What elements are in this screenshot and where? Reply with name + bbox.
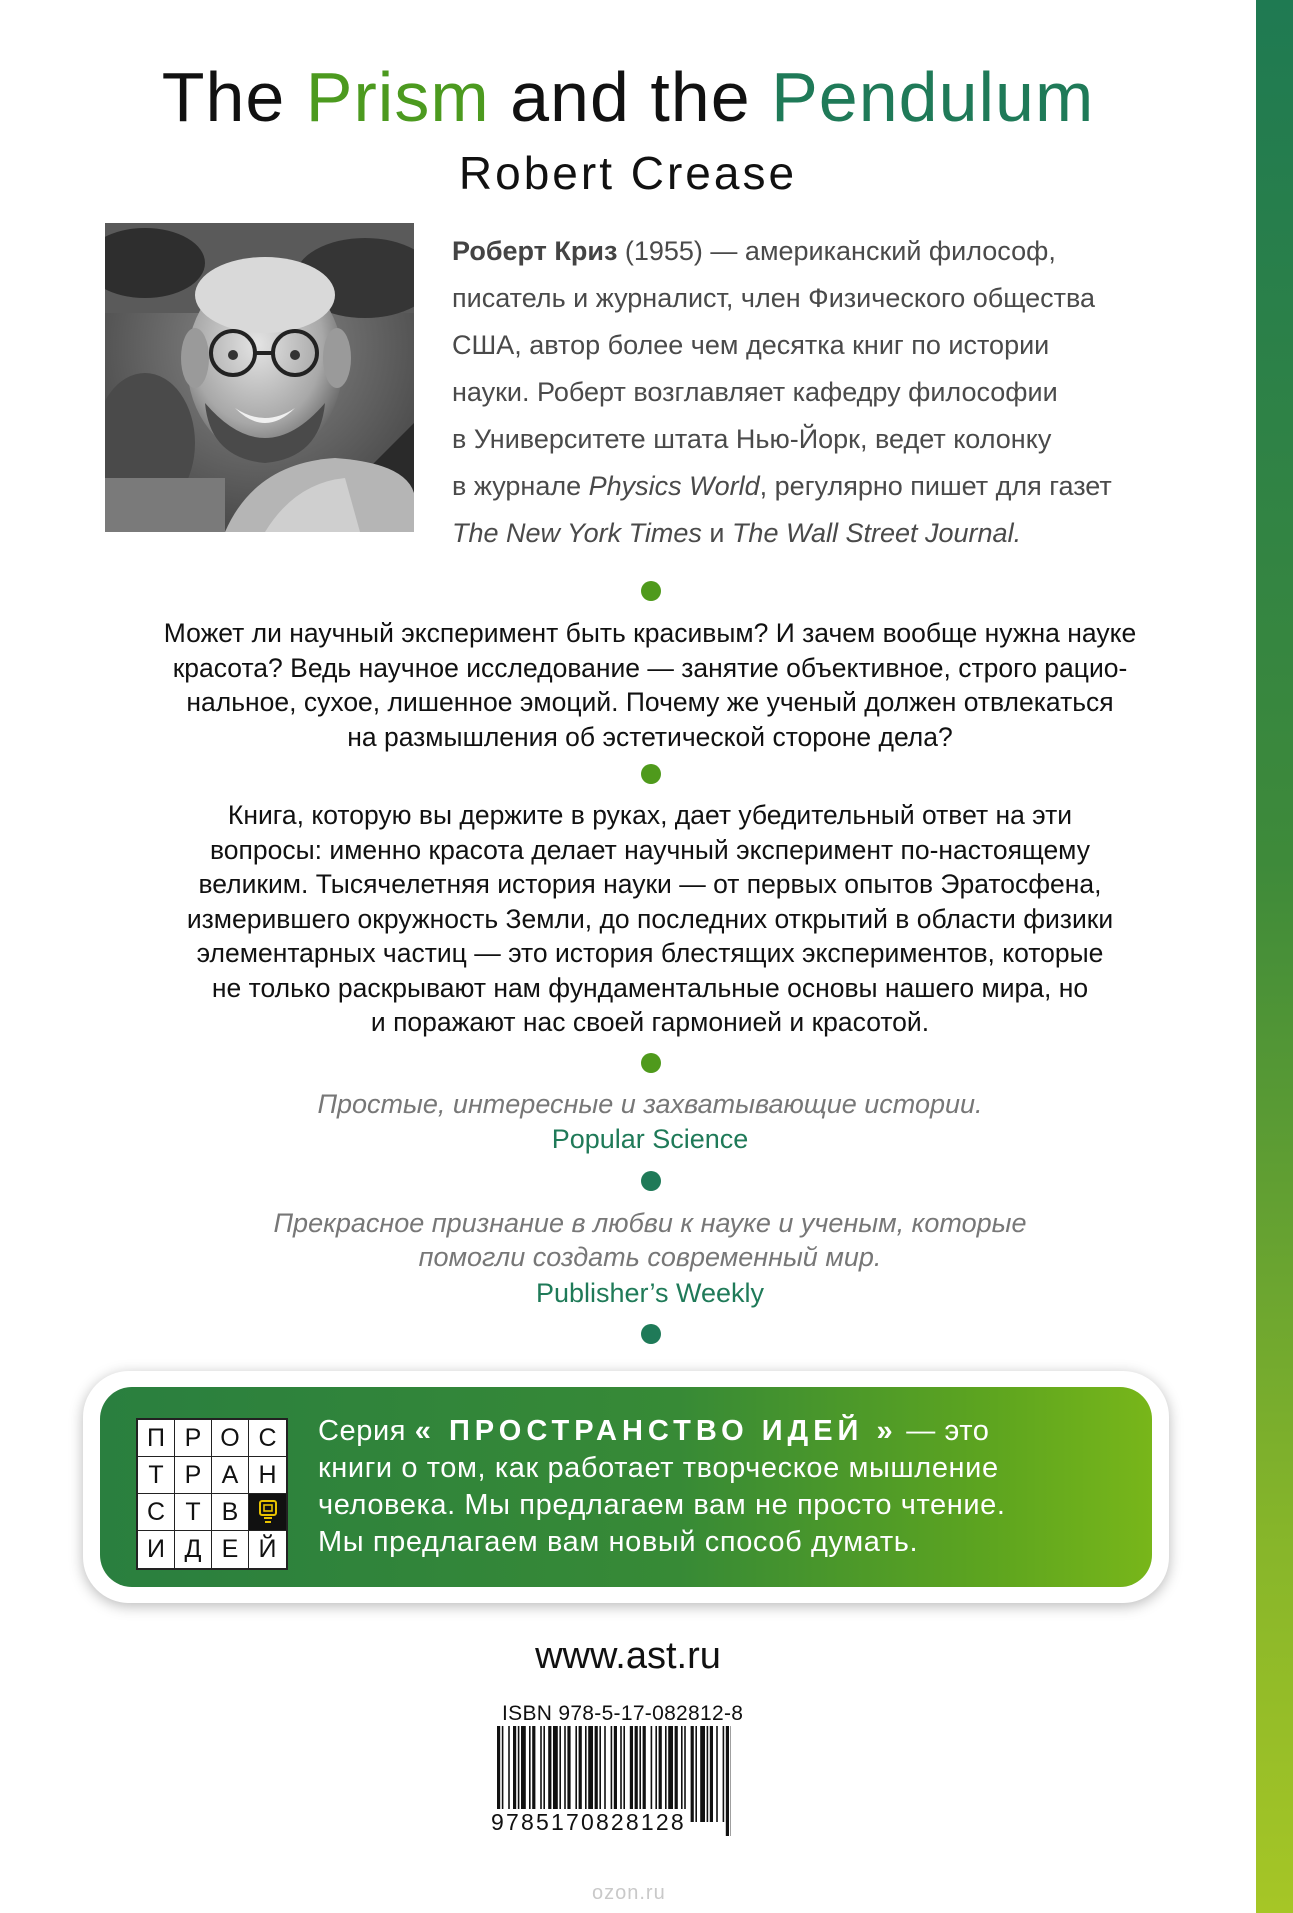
paragraph2-line: вопросы: именно красота делает научный эксперимент по-настоящему — [210, 834, 1090, 865]
title-prism: Prism — [305, 58, 490, 136]
separator-dot — [641, 1324, 661, 1344]
quote-2-source: Publisher’s Weekly — [535, 1278, 765, 1308]
logo-letter: Т — [175, 1494, 212, 1531]
bio-physics-world: Physics World — [588, 471, 760, 501]
bio-nyt: The New York Times — [452, 518, 702, 548]
bio-line-1 — [452, 228, 1242, 275]
paragraph2-line: великим. Тысячелетняя история науки — от первых опытов Эратосфена, — [198, 869, 1102, 899]
lightbulb-icon — [249, 1494, 286, 1531]
logo-letter: С — [249, 1420, 286, 1457]
publisher-website: www.ast.ru — [535, 1635, 721, 1677]
logo-letter: С — [138, 1494, 175, 1531]
series-line-3: человека. Мы предлагаем вам не просто чтение. — [318, 1489, 1006, 1521]
bio-line-2: писатель и журналист, член Физического общества — [452, 283, 1096, 313]
bio-author-name: Роберт Криз — [452, 236, 618, 266]
author-bio — [452, 228, 1242, 557]
separator-dot — [641, 764, 661, 784]
series-line-2: книги о том, как работает творческое мышление — [318, 1452, 999, 1484]
logo-letter: И — [138, 1531, 175, 1568]
series-line-4: Мы предлагаем вам новый способ думать. — [318, 1526, 919, 1558]
title-pendulum: Pendulum — [771, 58, 1095, 136]
book-title — [0, 58, 1256, 136]
barcode-number: 9785170828128 — [491, 1809, 686, 1835]
logo-letter: Р — [175, 1457, 212, 1494]
series-post: — это — [897, 1415, 990, 1447]
paragraph1-line: нальное, сухое, лишенное эмоций. Почему же ученый должен отвлекаться — [186, 687, 1114, 717]
series-description — [318, 1413, 1138, 1561]
separator-dot — [641, 581, 661, 601]
logo-letter: Е — [212, 1531, 249, 1568]
author-name: Robert Crease — [458, 147, 798, 199]
paragraph2-line: и поражают нас своей гармонией и красотой. — [370, 1007, 930, 1037]
bio-line-6-pre: в журнале — [452, 471, 589, 501]
author-portrait-image — [105, 223, 414, 532]
quote-1-text: Простые, интересные и захватывающие истории. — [317, 1089, 983, 1119]
separator-dot — [641, 1053, 661, 1073]
logo-letter: Т — [138, 1457, 175, 1494]
quote-2-text — [90, 1206, 1210, 1274]
paragraph1-line: Может ли научный эксперимент быть красивым? И зачем вообще нужна науке — [163, 618, 1137, 648]
title-and-the: and the — [489, 58, 772, 136]
bio-line-5: в Университете штата Нью-Йорк, ведет колонку — [452, 424, 1052, 454]
paragraph2-line: измерившего окружность Земли, до последних открытий в области физики — [186, 903, 1114, 934]
author-photo — [105, 223, 414, 532]
series-logo — [136, 1418, 288, 1570]
paragraph2-line: не только раскрывают нам фундаментальные основы нашего мира, но — [211, 972, 1089, 1003]
separator-dot — [641, 1171, 661, 1191]
bio-line-3: США, автор более чем десятка книг по истории — [452, 330, 1050, 360]
isbn-label: ISBN 978-5-17-082812-8 — [502, 1702, 744, 1725]
logo-letter: П — [138, 1420, 175, 1457]
bio-line-1-text: (1955) — американский философ, — [617, 236, 1056, 266]
bio-wsj: The Wall Street Journal. — [731, 518, 1022, 548]
series-pre: Серия — [318, 1415, 415, 1447]
series-name: « ПРОСТРАНСТВО ИДЕЙ » — [414, 1415, 898, 1447]
paragraph1-line: на размышления об эстетической стороне дела? — [347, 721, 953, 752]
logo-letter: Р — [175, 1420, 212, 1457]
bio-line-6 — [452, 463, 1242, 510]
description-paragraph-1 — [90, 616, 1210, 754]
logo-letter: Н — [249, 1457, 286, 1494]
quote-1-source: Popular Science — [551, 1124, 749, 1154]
bio-line-4: науки. Роберт возглавляет кафедру философии — [452, 377, 1058, 407]
paragraph2-line: Книга, которую вы держите в руках, дает убедительный ответ на эти — [227, 800, 1073, 830]
bio-line-6-post: , регулярно пишет для газет — [759, 471, 1112, 501]
description-paragraph-2 — [90, 798, 1210, 1040]
title-the: The — [161, 58, 306, 136]
logo-letter: О — [212, 1420, 249, 1457]
bio-line-7 — [452, 510, 1242, 557]
quote-2-line-1: Прекрасное признание в любви к науке и ученым, которые — [273, 1208, 1027, 1238]
watermark: ozon.ru — [592, 1882, 666, 1904]
logo-letter: Д — [175, 1531, 212, 1568]
series-line-1 — [318, 1413, 1138, 1450]
paragraph1-line: красота? Ведь научное исследование — занятие объективное, строго рацио- — [172, 652, 1128, 683]
logo-letter: А — [212, 1457, 249, 1494]
bio-line-7-mid: и — [701, 518, 732, 548]
logo-letter: Й — [258, 1535, 277, 1563]
quote-2-line-2: помогли создать современный мир. — [418, 1242, 882, 1272]
book-spine-gradient — [1256, 0, 1293, 1913]
logo-letter: В — [212, 1494, 249, 1531]
paragraph2-line: элементарных частиц — это история блестящих экспериментов, которые — [196, 938, 1104, 968]
